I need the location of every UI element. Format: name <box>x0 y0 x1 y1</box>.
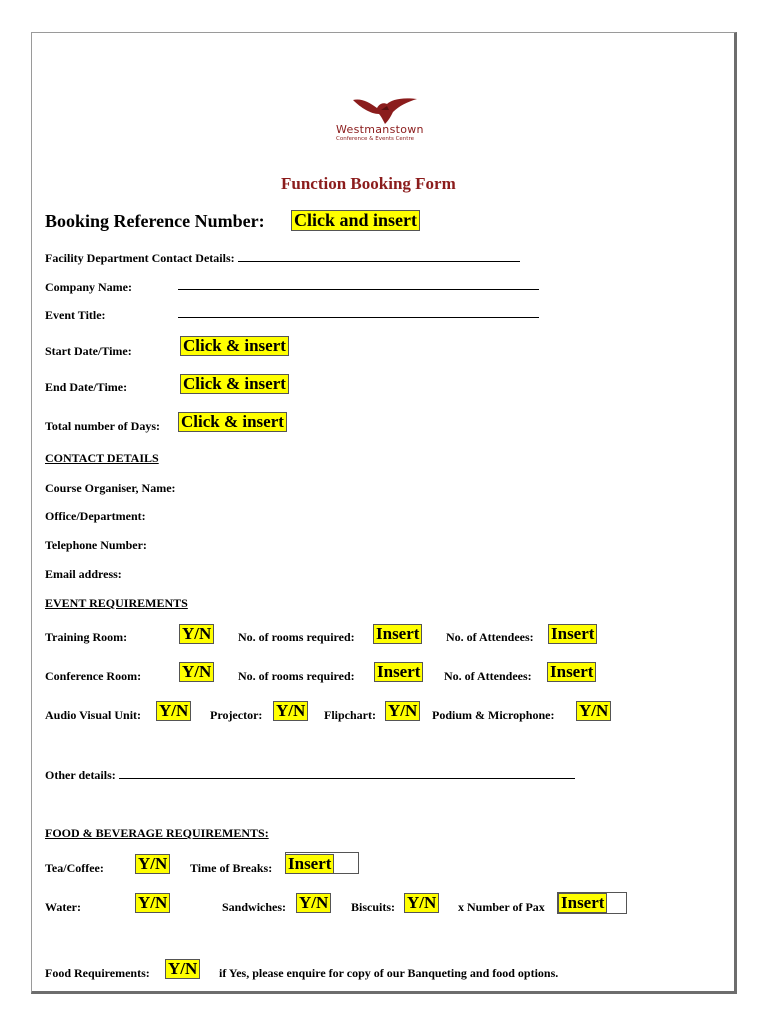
av-label: Audio Visual Unit: <box>45 708 142 722</box>
event-title-label: Event Title: <box>45 308 106 322</box>
projector-yn[interactable]: Y/N <box>273 701 308 721</box>
contact-heading: CONTACT DETAILS <box>45 451 159 465</box>
conf-label: Conference Room: <box>45 669 142 683</box>
podium-label: Podium & Microphone: <box>432 708 555 722</box>
flipchart-label: Flipchart: <box>324 708 376 722</box>
pax-label: x Number of Pax <box>458 900 545 914</box>
food-req-label: Food Requirements: <box>45 966 150 980</box>
training-rooms-input[interactable]: Insert <box>373 624 422 644</box>
other-label-text: Other details: <box>45 768 116 782</box>
water-label: Water: <box>45 900 81 914</box>
eagle-logo-icon <box>351 96 421 126</box>
facility-label-text: Facility Department Contact Details: <box>45 251 235 265</box>
training-label: Training Room: <box>45 630 128 644</box>
company-line[interactable] <box>178 280 539 290</box>
projector-label: Projector: <box>210 708 263 722</box>
end-label: End Date/Time: <box>45 380 128 394</box>
end-input[interactable]: Click & insert <box>180 374 289 394</box>
days-input[interactable]: Click & insert <box>178 412 287 432</box>
facility-label <box>45 251 520 266</box>
training-yn[interactable]: Y/N <box>179 624 214 644</box>
event-title-line[interactable] <box>178 308 539 318</box>
conf-rooms-input[interactable]: Insert <box>374 662 423 682</box>
other-line[interactable] <box>119 769 575 779</box>
tea-yn[interactable]: Y/N <box>135 854 170 874</box>
breaks-input[interactable]: Insert <box>285 854 334 874</box>
logo-tagline: Conference & Events Centre <box>336 136 414 142</box>
conf-rooms-label: No. of rooms required: <box>238 669 355 683</box>
food-heading: FOOD & BEVERAGE REQUIREMENTS: <box>45 826 269 840</box>
food-req-yn[interactable]: Y/N <box>165 959 200 979</box>
start-input[interactable]: Click & insert <box>180 336 289 356</box>
organiser-label: Course Organiser, Name: <box>45 481 176 495</box>
other-label <box>45 768 575 783</box>
biscuits-label: Biscuits: <box>351 900 396 914</box>
training-att-input[interactable]: Insert <box>548 624 597 644</box>
start-label: Start Date/Time: <box>45 344 132 358</box>
days-label: Total number of Days: <box>45 419 161 433</box>
av-yn[interactable]: Y/N <box>156 701 191 721</box>
sandwiches-label: Sandwiches: <box>222 900 287 914</box>
phone-label: Telephone Number: <box>45 538 147 552</box>
tea-label: Tea/Coffee: <box>45 861 104 875</box>
email-label: Email address: <box>45 567 122 581</box>
facility-line[interactable] <box>238 252 520 262</box>
booking-ref-input[interactable]: Click and insert <box>291 210 420 231</box>
event-heading: EVENT REQUIREMENTS <box>45 596 188 610</box>
company-label: Company Name: <box>45 280 132 294</box>
form-title: Function Booking Form <box>281 174 456 193</box>
pax-input[interactable]: Insert <box>558 893 607 913</box>
conf-yn[interactable]: Y/N <box>179 662 214 682</box>
office-label: Office/Department: <box>45 509 146 523</box>
food-note: if Yes, please enquire for copy of our Banqueting and food options. <box>219 966 559 980</box>
podium-yn[interactable]: Y/N <box>576 701 611 721</box>
logo <box>333 96 443 142</box>
conf-att-label: No. of Attendees: <box>444 669 532 683</box>
training-att-label: No. of Attendees: <box>446 630 534 644</box>
conf-att-input[interactable]: Insert <box>547 662 596 682</box>
water-yn[interactable]: Y/N <box>135 893 170 913</box>
booking-ref-label: Booking Reference Number: <box>45 211 265 231</box>
training-rooms-label: No. of rooms required: <box>238 630 355 644</box>
flipchart-yn[interactable]: Y/N <box>385 701 420 721</box>
logo-name: Westmanstown <box>336 123 424 136</box>
breaks-label: Time of Breaks: <box>190 861 273 875</box>
sandwiches-yn[interactable]: Y/N <box>296 893 331 913</box>
biscuits-yn[interactable]: Y/N <box>404 893 439 913</box>
